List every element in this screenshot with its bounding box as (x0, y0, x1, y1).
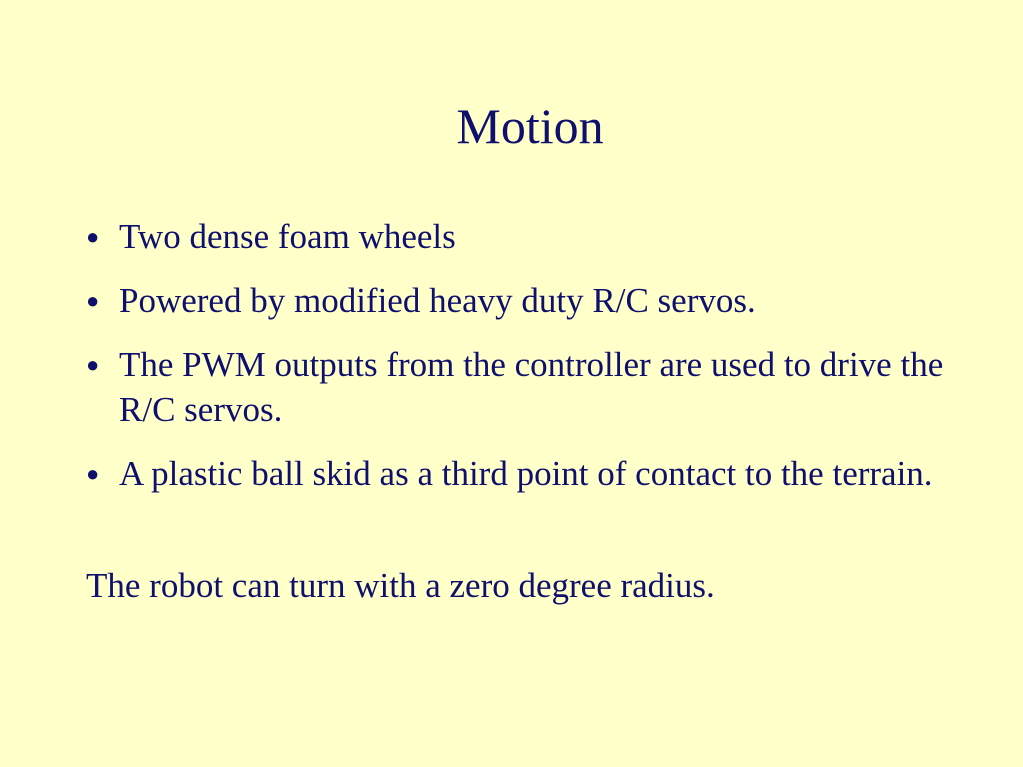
bullet-text: Two dense foam wheels (119, 217, 456, 256)
bullet-item (86, 451, 976, 496)
bullet-text: A plastic ball skid as a third point of contact to the terrain. (119, 454, 933, 493)
bullet-item (86, 342, 976, 432)
bullet-text: Powered by modified heavy duty R/C servos. (119, 281, 756, 320)
bullet-item (86, 278, 976, 323)
bullet-icon: ● (86, 461, 100, 486)
bullet-icon: ● (86, 352, 100, 377)
bullet-list (86, 214, 976, 515)
bullet-icon: ● (86, 288, 100, 313)
bullet-item (86, 214, 976, 259)
bullet-icon: ● (86, 224, 100, 249)
closing-line: The robot can turn with a zero degree radius. (86, 566, 715, 605)
bullet-text: The PWM outputs from the controller are used to drive the R/C servos. (119, 345, 944, 429)
slide-title: Motion (456, 98, 604, 154)
